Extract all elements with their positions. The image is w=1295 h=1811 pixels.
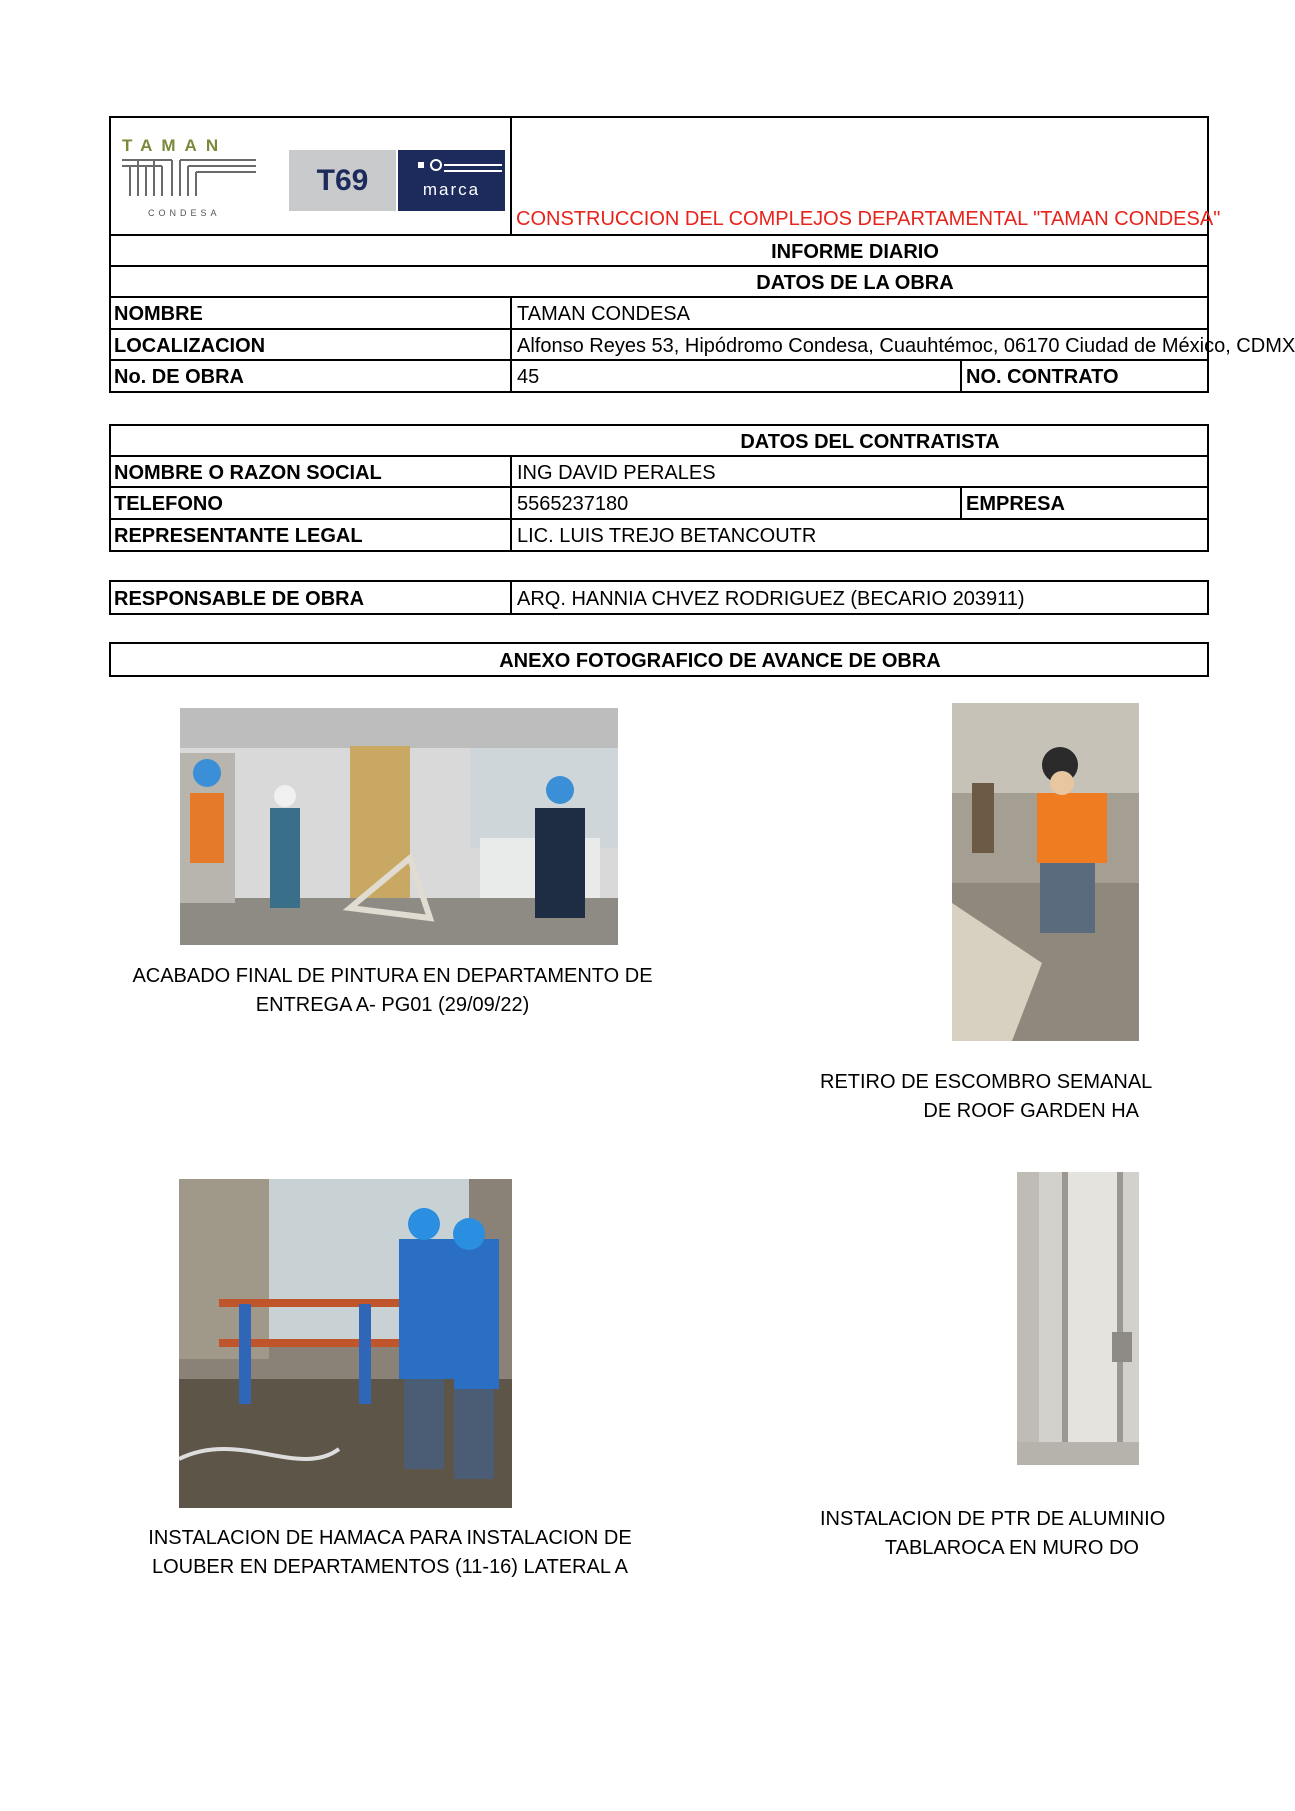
photo-2 xyxy=(952,703,1139,1041)
marca-logo-mark-icon xyxy=(418,159,508,175)
annex-title: ANEXO FOTOGRAFICO DE AVANCE DE OBRA xyxy=(499,650,941,672)
photo-1-image xyxy=(180,708,618,945)
photo-4-caption: INSTALACION DE PTR DE ALUMINIO TABLAROCA EN MURO DO xyxy=(820,1508,1166,1559)
razon-value: ING DAVID PERALES xyxy=(517,462,716,484)
project-title: CONSTRUCCION DEL COMPLEJOS DEPARTAMENTAL "TAMAN CONDESA" xyxy=(516,208,1221,230)
taman-logo-mark-icon xyxy=(122,158,262,198)
photo-1 xyxy=(180,708,618,945)
obra-num-label: No. DE OBRA xyxy=(114,366,244,388)
responsable-label: RESPONSABLE DE OBRA xyxy=(114,588,365,610)
t69-logo: T69 xyxy=(289,150,396,211)
photo-1-caption: ACABADO FINAL DE PINTURA EN DEPARTAMENTO DE ENTREGA A- PG01 (29/09/22) xyxy=(132,965,653,1016)
photo-4 xyxy=(1017,1172,1139,1465)
nombre-label: NOMBRE xyxy=(114,303,203,325)
contractor-section-title: DATOS DEL CONTRATISTA xyxy=(740,431,1000,453)
header-divider xyxy=(510,116,512,236)
localizacion-label: LOCALIZACION xyxy=(114,335,266,357)
telefono-label: TELEFONO xyxy=(114,493,223,515)
localizacion-value: Alfonso Reyes 53, Hipódromo Condesa, Cuauhtémoc, 06170 Ciudad de México, CDMX xyxy=(517,335,1295,357)
marca-logo: marca xyxy=(398,150,505,211)
contrato-label: NO. CONTRATO xyxy=(966,366,1119,388)
photo-4-image xyxy=(1017,1172,1139,1465)
photo-3-caption: INSTALACION DE HAMACA PARA INSTALACION DE LOUBER EN DEPARTAMENTOS (11-16) LATERAL A xyxy=(148,1527,632,1578)
representante-label: REPRESENTANTE LEGAL xyxy=(114,525,363,547)
empresa-label: EMPRESA xyxy=(966,493,1065,515)
photo-3 xyxy=(179,1179,512,1508)
nombre-value: TAMAN CONDESA xyxy=(517,303,690,325)
telefono-value: 5565237180 xyxy=(517,493,629,515)
report-title: INFORME DIARIO xyxy=(771,241,939,263)
obra-num-value: 45 xyxy=(517,366,540,388)
photo-2-image xyxy=(952,703,1139,1041)
responsable-value: ARQ. HANNIA CHVEZ RODRIGUEZ (BECARIO 203911) xyxy=(517,588,1025,610)
taman-logo: TAMAN CONDESA xyxy=(118,136,268,226)
obra-section-title: DATOS DE LA OBRA xyxy=(756,272,954,294)
photo-3-image xyxy=(179,1179,512,1508)
razon-label: NOMBRE O RAZON SOCIAL xyxy=(114,462,382,484)
representante-value: LIC. LUIS TREJO BETANCOUTR xyxy=(517,525,817,547)
photo-2-caption: RETIRO DE ESCOMBRO SEMANAL DE ROOF GARDEN HA xyxy=(820,1071,1153,1122)
